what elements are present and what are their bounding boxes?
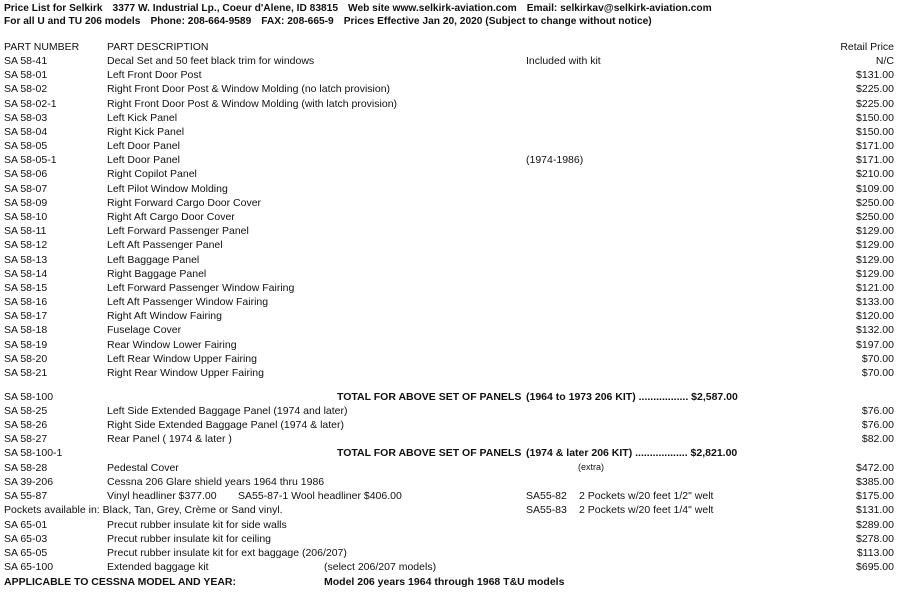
total-label: TOTAL FOR ABOVE SET OF PANELS — [337, 447, 522, 459]
retail-price-header: Retail Price — [840, 41, 894, 53]
company-address: 3377 W. Industrial Lp., Coeur d'Alene, ID 83815 — [112, 3, 339, 14]
retail-price: $129.00 — [856, 253, 894, 266]
table-row — [0, 519, 900, 533]
part-number: SA 58-41 — [4, 55, 48, 67]
pocket-part-number: SA55-83 — [526, 504, 567, 516]
part-number: SA 58-13 — [4, 253, 48, 266]
part-number: SA 58-100 — [4, 391, 54, 403]
part-number: SA 58-27 — [4, 433, 48, 445]
model-note: (select 206/207 models) — [324, 561, 437, 573]
retail-price: $171.00 — [856, 154, 894, 167]
company-phone: Phone: 208-664-9589 — [150, 16, 252, 27]
retail-price: $225.00 — [856, 83, 894, 96]
part-description: Left Door Panel — [107, 140, 180, 153]
table-row — [0, 83, 900, 97]
header-line-2 — [4, 16, 652, 27]
part-number: SA 58-16 — [4, 296, 48, 309]
part-description: Vinyl headliner $377.00 — [107, 490, 217, 502]
wool-headliner-note: SA55-87-1 Wool headliner $406.00 — [238, 490, 402, 502]
part-description: Precut rubber insulate kit for side walls — [107, 519, 287, 531]
retail-price: $695.00 — [856, 561, 894, 573]
total-row-1964 — [0, 391, 900, 405]
part-number: SA 58-25 — [4, 405, 48, 417]
table-row — [0, 339, 900, 353]
extra-note: (extra) — [578, 462, 605, 472]
part-number: SA 58-09 — [4, 196, 48, 209]
retail-price: $76.00 — [861, 405, 894, 417]
retail-price: $150.00 — [856, 125, 894, 138]
part-description: Extended baggage kit — [107, 561, 209, 573]
table-row — [0, 476, 900, 490]
table-row — [0, 433, 900, 447]
part-number: SA 58-15 — [4, 281, 48, 294]
part-number: SA 58-07 — [4, 182, 48, 195]
table-row — [0, 419, 900, 433]
part-number-header: PART NUMBER — [4, 41, 80, 53]
part-description: Left Rear Window Upper Fairing — [107, 352, 257, 365]
retail-price: $472.00 — [856, 462, 894, 474]
table-row — [0, 547, 900, 561]
part-description-header: PART DESCRIPTION — [107, 41, 209, 53]
retail-price: $129.00 — [856, 267, 894, 280]
pocket-part-number: SA55-82 — [526, 490, 567, 502]
table-row — [0, 197, 900, 211]
part-note: Included with kit — [526, 55, 601, 67]
table-row — [0, 69, 900, 83]
retail-price: $225.00 — [856, 97, 894, 110]
part-number: SA 58-26 — [4, 419, 48, 431]
applicability-label: APPLICABLE TO CESSNA MODEL AND YEAR: — [4, 576, 236, 588]
part-number: SA 58-01 — [4, 69, 48, 82]
part-number: SA 58-05-1 — [4, 154, 57, 167]
table-row — [0, 168, 900, 182]
retail-price: $131.00 — [856, 69, 894, 82]
part-description: Precut rubber insulate kit for ext baggage (206/207) — [107, 547, 347, 559]
retail-price: $129.00 — [856, 225, 894, 238]
part-description: Rear Panel ( 1974 & later ) — [107, 433, 232, 445]
part-description: Cessna 206 Glare shield years 1964 thru 1986 — [107, 476, 325, 488]
total-row-1974 — [0, 447, 900, 461]
retail-price: $109.00 — [856, 182, 894, 195]
part-number: SA 55-87 — [4, 490, 48, 502]
table-row — [0, 324, 900, 338]
table-row — [0, 282, 900, 296]
total-label: TOTAL FOR ABOVE SET OF PANELS — [337, 391, 522, 403]
part-description: Left Pilot Window Molding — [107, 182, 228, 195]
retail-price: $121.00 — [856, 281, 894, 294]
part-description: Right Rear Window Upper Fairing — [107, 367, 264, 379]
retail-price: $120.00 — [856, 310, 894, 323]
part-number: SA 65-100 — [4, 561, 54, 573]
total-kit-price: (1974 & later 206 KIT) .................. $2,821.00 — [526, 447, 738, 459]
part-description: Right Side Extended Baggage Panel (1974 & later) — [107, 419, 344, 431]
table-row — [0, 126, 900, 140]
part-number: SA 58-05 — [4, 140, 48, 153]
retail-price: $278.00 — [856, 533, 894, 545]
part-number: SA 58-100-1 — [4, 447, 63, 459]
table-row — [0, 98, 900, 112]
part-number: SA 58-18 — [4, 324, 48, 337]
retail-price: $150.00 — [856, 111, 894, 124]
part-note: (1974-1986) — [526, 154, 584, 167]
part-number: SA 58-20 — [4, 352, 48, 365]
retail-price: N/C — [875, 55, 894, 67]
part-description: Left Side Extended Baggage Panel (1974 and later) — [107, 405, 348, 417]
pockets-note: Pockets available in: Black, Tan, Grey, Crème or Sand vinyl. — [4, 504, 283, 516]
retail-price: $131.00 — [856, 504, 894, 516]
part-number: SA 58-28 — [4, 462, 48, 474]
table-row — [0, 296, 900, 310]
part-description: Decal Set and 50 feet black trim for windows — [107, 55, 315, 67]
part-number: SA 58-10 — [4, 211, 48, 223]
part-number: SA 58-03 — [4, 111, 48, 124]
part-number: SA 58-11 — [4, 225, 47, 238]
table-row — [0, 140, 900, 154]
table-row — [0, 211, 900, 225]
table-row — [0, 504, 900, 518]
retail-price: $171.00 — [856, 140, 894, 153]
retail-price: $70.00 — [861, 367, 894, 379]
part-number: SA 58-02 — [4, 83, 48, 96]
part-number: SA 58-06 — [4, 168, 48, 181]
table-row — [0, 239, 900, 253]
table-row — [0, 533, 900, 547]
part-number: SA 65-01 — [4, 519, 48, 531]
part-number: SA 58-17 — [4, 310, 48, 323]
part-number: SA 65-03 — [4, 533, 48, 545]
part-description: Left Aft Passenger Window Fairing — [107, 296, 269, 309]
retail-price: $132.00 — [856, 324, 894, 337]
part-number: SA 58-21 — [4, 367, 48, 379]
part-description: Left Kick Panel — [107, 111, 178, 124]
applicability-value: Model 206 years 1964 through 1968 T&U models — [324, 576, 565, 588]
table-row — [0, 353, 900, 367]
table-row — [0, 112, 900, 126]
company-fax: FAX: 208-665-9 — [261, 16, 334, 27]
table-row — [0, 254, 900, 268]
part-description: Right Forward Cargo Door Cover — [107, 196, 262, 209]
table-row — [0, 561, 900, 575]
table-row — [0, 310, 900, 324]
retail-price: $82.00 — [861, 433, 894, 445]
part-number: SA 58-19 — [4, 338, 48, 351]
retail-price: $70.00 — [861, 352, 894, 365]
total-kit-price: (1964 to 1973 206 KIT) ................. $2,587.00 — [526, 391, 738, 403]
part-number: SA 39-206 — [4, 476, 54, 488]
table-row — [0, 268, 900, 282]
part-number: SA 58-12 — [4, 239, 48, 252]
part-description: Left Door Panel — [107, 154, 180, 167]
retail-price: $250.00 — [856, 211, 894, 223]
part-number: SA 58-02-1 — [4, 97, 57, 110]
pocket-description: 2 Pockets w/20 feet 1/4" welt — [579, 504, 714, 516]
table-row — [0, 183, 900, 197]
prices-effective: Prices Effective Jan 20, 2020 (Subject to change without notice) — [343, 16, 652, 27]
part-description: Right Front Door Post & Window Molding (no latch provision) — [107, 83, 391, 96]
part-description: Rear Window Lower Fairing — [107, 338, 237, 351]
header-line-1 — [4, 3, 712, 14]
company-email: Email: selkirkav@selkirk-aviation.com — [526, 3, 712, 14]
part-number: SA 65-05 — [4, 547, 48, 559]
part-description: Left Baggage Panel — [107, 253, 200, 266]
price-list-title: Price List for Selkirk — [4, 3, 103, 14]
part-description: Fuselage Cover — [107, 324, 182, 337]
retail-price: $129.00 — [856, 239, 894, 252]
retail-price: $385.00 — [856, 476, 894, 488]
part-description: Precut rubber insulate kit for ceiling — [107, 533, 271, 545]
part-description: Right Copilot Panel — [107, 168, 197, 181]
part-description: Right Baggage Panel — [107, 267, 207, 280]
retail-price: $289.00 — [856, 519, 894, 531]
part-description: Right Kick Panel — [107, 125, 185, 138]
retail-price: $133.00 — [856, 296, 894, 309]
part-description: Left Forward Passenger Panel — [107, 225, 249, 238]
part-description: Left Front Door Post — [107, 69, 202, 82]
table-row — [0, 462, 900, 476]
company-website: Web site www.selkirk-aviation.com — [348, 3, 517, 14]
table-row — [0, 405, 900, 419]
part-description: Right Front Door Post & Window Molding (with latch provision) — [107, 97, 398, 110]
retail-price: $250.00 — [856, 196, 894, 209]
retail-price: $197.00 — [856, 338, 894, 351]
table-row — [0, 225, 900, 239]
table-row — [0, 490, 900, 504]
part-description: Left Forward Passenger Window Fairing — [107, 281, 295, 294]
part-number: SA 58-04 — [4, 125, 48, 138]
pocket-description: 2 Pockets w/20 feet 1/2" welt — [579, 490, 714, 502]
retail-price: $76.00 — [861, 419, 894, 431]
applicability-row — [0, 576, 900, 590]
retail-price: $175.00 — [856, 490, 894, 502]
table-row — [0, 55, 900, 69]
retail-price: $113.00 — [856, 547, 894, 559]
part-description: Right Aft Cargo Door Cover — [107, 211, 235, 223]
part-description: Left Aft Passenger Panel — [107, 239, 223, 252]
part-number: SA 58-14 — [4, 267, 48, 280]
table-row — [0, 367, 900, 381]
table-row — [0, 154, 900, 168]
part-description: Right Aft Window Fairing — [107, 310, 222, 323]
models-note: For all U and TU 206 models — [4, 16, 141, 27]
retail-price: $210.00 — [856, 168, 894, 181]
part-description: Pedestal Cover — [107, 462, 179, 474]
